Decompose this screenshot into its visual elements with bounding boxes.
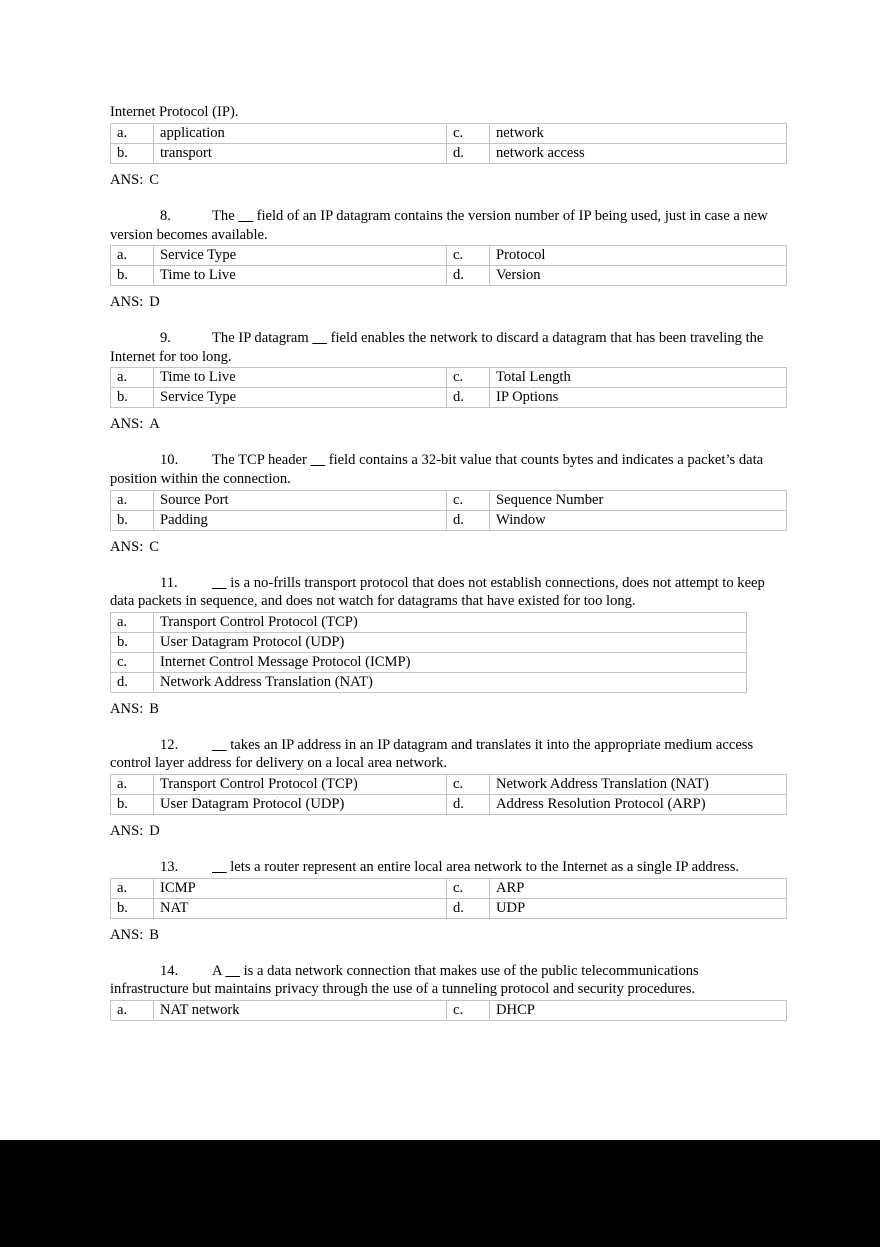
blank-placeholder	[212, 737, 227, 753]
question-stem-after: field of an IP datagram contains the version number of IP being used, just in case a new version becomes available.	[110, 208, 768, 243]
choice-value: Transport Control Protocol (TCP)	[154, 774, 447, 794]
answer-value: B	[149, 700, 159, 717]
choice-key: d.	[447, 388, 490, 408]
choice-value: transport	[154, 144, 447, 164]
choice-key: a.	[111, 612, 154, 632]
choice-value: Transport Control Protocol (TCP)	[154, 612, 747, 632]
choice-value: application	[154, 124, 447, 144]
answer-value: B	[149, 926, 159, 943]
answer-line	[110, 171, 770, 189]
choice-key: d.	[447, 898, 490, 918]
answer-line	[110, 700, 770, 718]
spacer	[110, 718, 770, 736]
choice-key: a.	[111, 490, 154, 510]
choice-key: d.	[111, 672, 154, 692]
table-row	[111, 774, 787, 794]
choice-value: IP Options	[490, 388, 787, 408]
question-stem-before: The TCP header	[212, 452, 311, 469]
choice-value: NAT network	[154, 1000, 447, 1020]
choice-key: a.	[111, 246, 154, 266]
spacer	[110, 840, 770, 858]
spacer	[110, 189, 770, 207]
choice-key: a.	[111, 368, 154, 388]
choice-value: User Datagram Protocol (UDP)	[154, 794, 447, 814]
choice-value: ICMP	[154, 878, 447, 898]
question-number: 10.	[160, 452, 179, 469]
choice-key: b.	[111, 144, 154, 164]
choice-key: c.	[447, 878, 490, 898]
choice-key: b.	[111, 794, 154, 814]
choice-key: d.	[447, 144, 490, 164]
question-stem-after: lets a router represent an entire local area network to the Internet as a single IP address.	[226, 858, 740, 875]
table-row	[111, 246, 787, 266]
choice-value: ARP	[490, 878, 787, 898]
answer-value: D	[149, 822, 160, 839]
blank-placeholder	[238, 208, 253, 224]
choice-value: Service Type	[154, 388, 447, 408]
answer-value: A	[149, 416, 160, 433]
answer-line	[110, 926, 770, 944]
choice-value: Service Type	[154, 246, 447, 266]
page-bottom-band	[0, 1140, 880, 1247]
table-row	[111, 266, 787, 286]
question-number: 8.	[160, 208, 171, 224]
blank-placeholder	[225, 963, 240, 979]
answer-label: ANS:	[110, 294, 144, 311]
choice-key: b.	[111, 388, 154, 408]
table-row	[111, 632, 747, 652]
answer-value: C	[149, 538, 159, 555]
answer-line	[110, 822, 770, 840]
choice-value: UDP	[490, 898, 787, 918]
choice-key: c.	[447, 368, 490, 388]
question-stem-before: The IP datagram	[212, 330, 313, 347]
choice-key: d.	[447, 794, 490, 814]
choice-key: a.	[111, 774, 154, 794]
answer-line	[110, 415, 770, 433]
choice-key: c.	[111, 652, 154, 672]
question-number: 11.	[160, 574, 178, 591]
blank-placeholder	[212, 575, 227, 591]
choices-table	[110, 1000, 787, 1021]
choices-table	[110, 490, 787, 531]
choice-value: Address Resolution Protocol (ARP)	[490, 794, 787, 814]
choice-value: Time to Live	[154, 368, 447, 388]
choice-value: Internet Control Message Protocol (ICMP)	[154, 652, 747, 672]
table-row	[111, 510, 787, 530]
question-number: 12.	[160, 736, 179, 753]
choices-table	[110, 878, 787, 919]
choice-key: a.	[111, 1000, 154, 1020]
spacer	[110, 311, 770, 329]
choice-key: d.	[447, 510, 490, 530]
answer-value: D	[149, 294, 160, 311]
question-text	[110, 858, 770, 877]
choice-key: c.	[447, 1000, 490, 1020]
spacer	[110, 944, 770, 962]
choice-key: b.	[111, 898, 154, 918]
choice-key: b.	[111, 510, 154, 530]
choice-value: Total Length	[490, 368, 787, 388]
table-row	[111, 878, 787, 898]
blank-placeholder	[212, 859, 227, 875]
spacer	[110, 556, 770, 574]
question-stem-after: is a no-frills transport protocol that does not establish connections, does not attempt to keep data packets in sequence, and does not watch for datagrams that have existed for too long.	[110, 574, 765, 610]
table-row	[111, 612, 747, 632]
table-row	[111, 388, 787, 408]
answer-label: ANS:	[110, 700, 144, 717]
choices-table	[110, 123, 787, 164]
choice-value: Network Address Translation (NAT)	[154, 672, 747, 692]
question-stem-after: is a data network connection that makes use of the public telecommunications infrastructure but maintains privacy through the use of a tunneling protocol and security procedures.	[110, 962, 699, 998]
lead-text: Internet Protocol (IP).	[110, 104, 239, 120]
table-row	[111, 672, 747, 692]
table-row	[111, 490, 787, 510]
question-text	[110, 329, 770, 366]
blank-placeholder	[312, 330, 327, 346]
question-stem-before: The	[212, 208, 239, 224]
choice-key: c.	[447, 774, 490, 794]
question-number: 9.	[160, 330, 171, 347]
table-row	[111, 368, 787, 388]
answer-line	[110, 538, 770, 556]
spacer	[110, 433, 770, 451]
choice-value: Window	[490, 510, 787, 530]
choices-table	[110, 367, 787, 408]
question-text	[110, 962, 770, 999]
choice-key: a.	[111, 124, 154, 144]
choice-key: c.	[447, 124, 490, 144]
question-stem-after: field enables the network to discard a datagram that has been traveling the Internet for too long.	[110, 330, 764, 365]
question-text	[110, 574, 770, 611]
answer-label: ANS:	[110, 172, 144, 188]
choice-value: Source Port	[154, 490, 447, 510]
table-row	[111, 898, 787, 918]
table-row	[111, 1000, 787, 1020]
choice-key: b.	[111, 266, 154, 286]
choice-key: a.	[111, 878, 154, 898]
choice-key: b.	[111, 632, 154, 652]
page-content	[110, 103, 770, 1021]
question-text	[110, 207, 770, 244]
choice-value: network	[490, 124, 787, 144]
question-number: 14.	[160, 962, 179, 979]
choice-key: c.	[447, 246, 490, 266]
table-row	[111, 794, 787, 814]
choices-table	[110, 612, 747, 693]
choice-key: c.	[447, 490, 490, 510]
question-stem-after: takes an IP address in an IP datagram and translates it into the appropriate medium access control layer address for delivery on a local area network.	[110, 736, 754, 772]
answer-label: ANS:	[110, 416, 144, 433]
choice-value: Network Address Translation (NAT)	[490, 774, 787, 794]
choice-value: DHCP	[490, 1000, 787, 1020]
answer-line	[110, 293, 770, 311]
choice-value: Sequence Number	[490, 490, 787, 510]
choice-value: User Datagram Protocol (UDP)	[154, 632, 747, 652]
question-text	[110, 736, 770, 773]
blank-placeholder	[310, 452, 325, 468]
answer-label: ANS:	[110, 538, 144, 555]
choice-value: network access	[490, 144, 787, 164]
choice-key: d.	[447, 266, 490, 286]
choices-table	[110, 774, 787, 815]
choice-value: NAT	[154, 898, 447, 918]
choice-value: Protocol	[490, 246, 787, 266]
choice-value: Time to Live	[154, 266, 447, 286]
answer-label: ANS:	[110, 926, 144, 943]
answer-label: ANS:	[110, 822, 144, 839]
answer-value: C	[149, 172, 159, 188]
table-row	[111, 652, 747, 672]
choice-value: Version	[490, 266, 787, 286]
table-row	[111, 144, 787, 164]
choice-value: Padding	[154, 510, 447, 530]
question-number: 13.	[160, 858, 179, 875]
question-stem-after: field contains a 32-bit value that counts bytes and indicates a packet’s data position within the connection.	[110, 452, 764, 487]
table-row	[111, 124, 787, 144]
choices-table	[110, 245, 787, 286]
question-text	[110, 451, 770, 488]
question-stem-before: A	[212, 962, 226, 979]
